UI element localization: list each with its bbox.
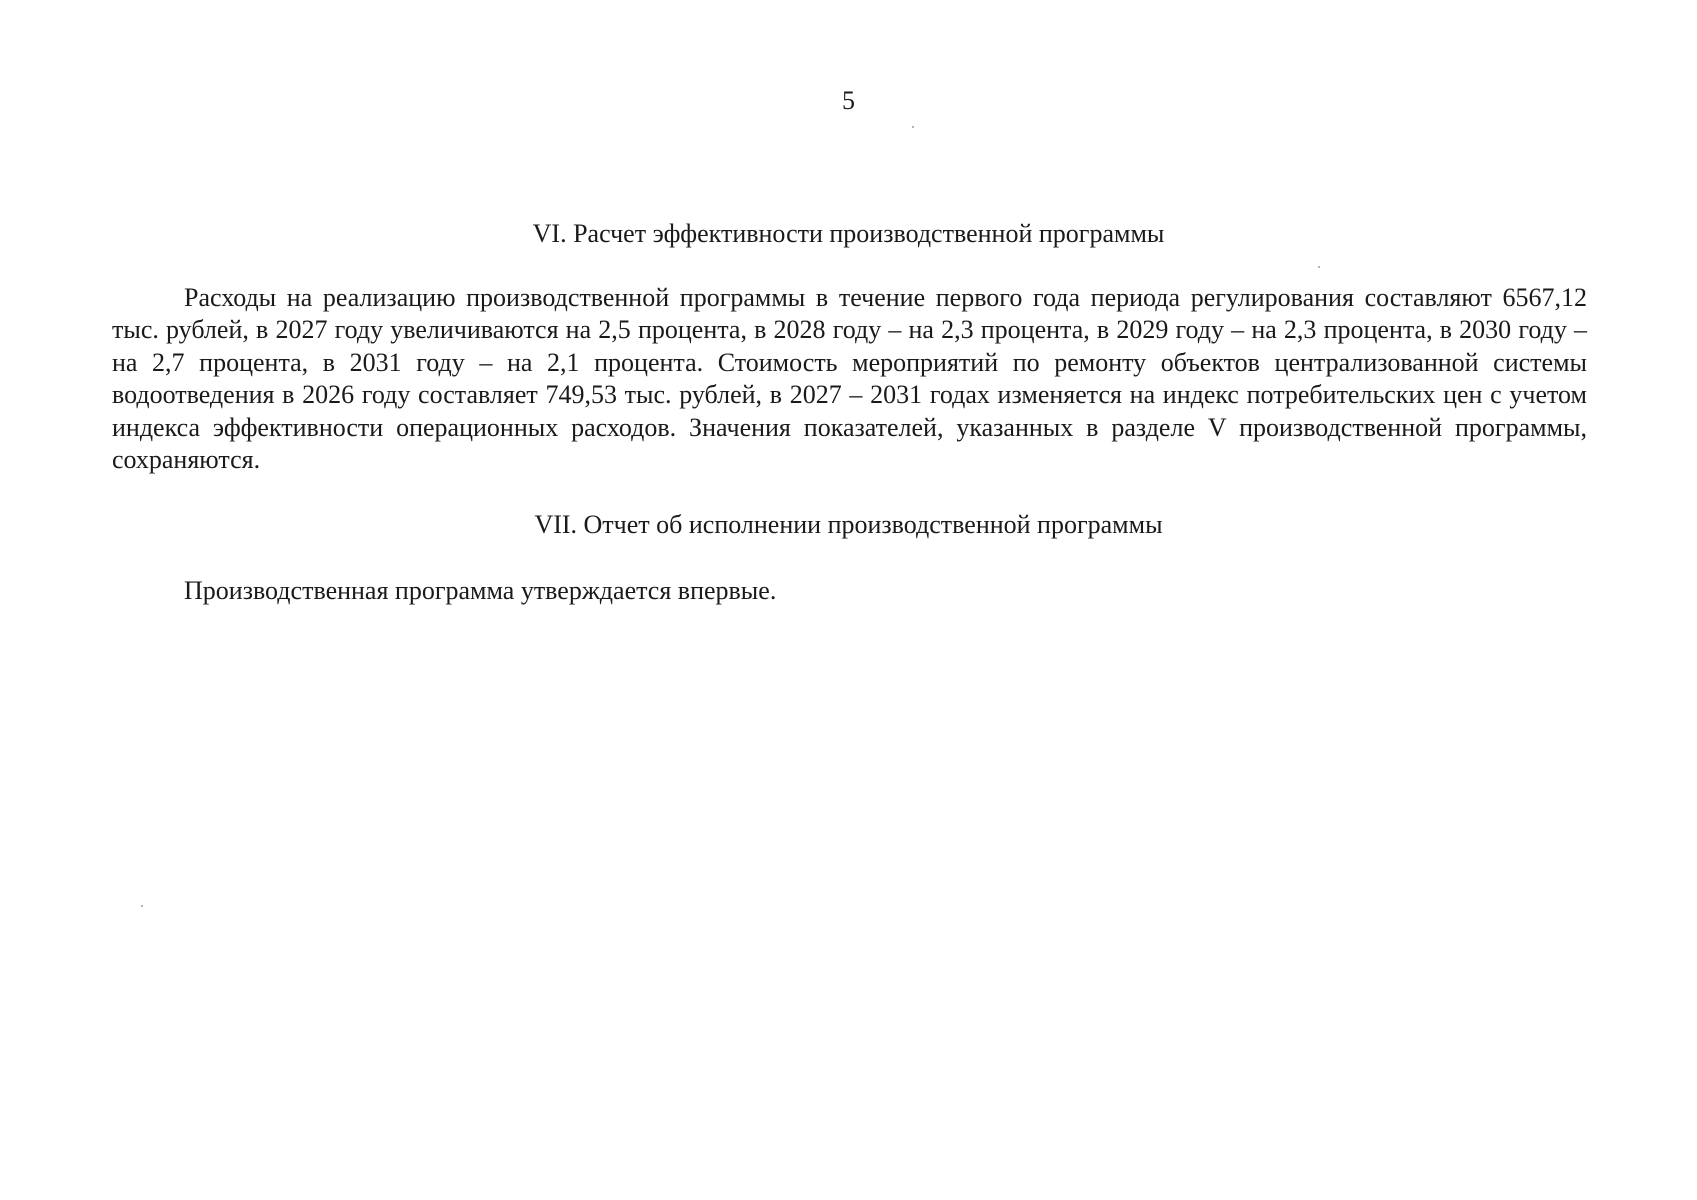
scan-speck — [141, 905, 143, 907]
section-vi-paragraph: Расходы на реализацию производственной программы в течение первого года периода регулирования составляют 6567,12 тыс. рублей, в 2027 году увеличиваются на 2,5 процента, в 2028 году – на 2,3 процента, в 2029 году – на 2,3 процента, в 2030 году – на 2,7 процента, в 2031 году – на 2,1 процента. Стоимость мероприятий по ремонту объектов централизованной системы водоотведения в 2026 году составляет 749,53 тыс. рублей, в 2027 – 2031 годах изменяется на индекс потребительских цен с учетом индекса эффективности операционных расходов. Значения показателей, указанных в разделе V производственной программы, сохраняются. — [112, 283, 1587, 475]
section-heading-vii: VII. Отчет об исполнении производственной программы — [534, 510, 1163, 539]
page-number: 5 — [842, 86, 855, 115]
scan-speck — [1318, 266, 1320, 268]
section-vii-paragraph: Производственная программа утверждается впервые. — [184, 576, 777, 605]
section-heading-vi: VI. Расчет эффективности производственной программы — [532, 219, 1165, 248]
scan-speck — [912, 126, 914, 128]
